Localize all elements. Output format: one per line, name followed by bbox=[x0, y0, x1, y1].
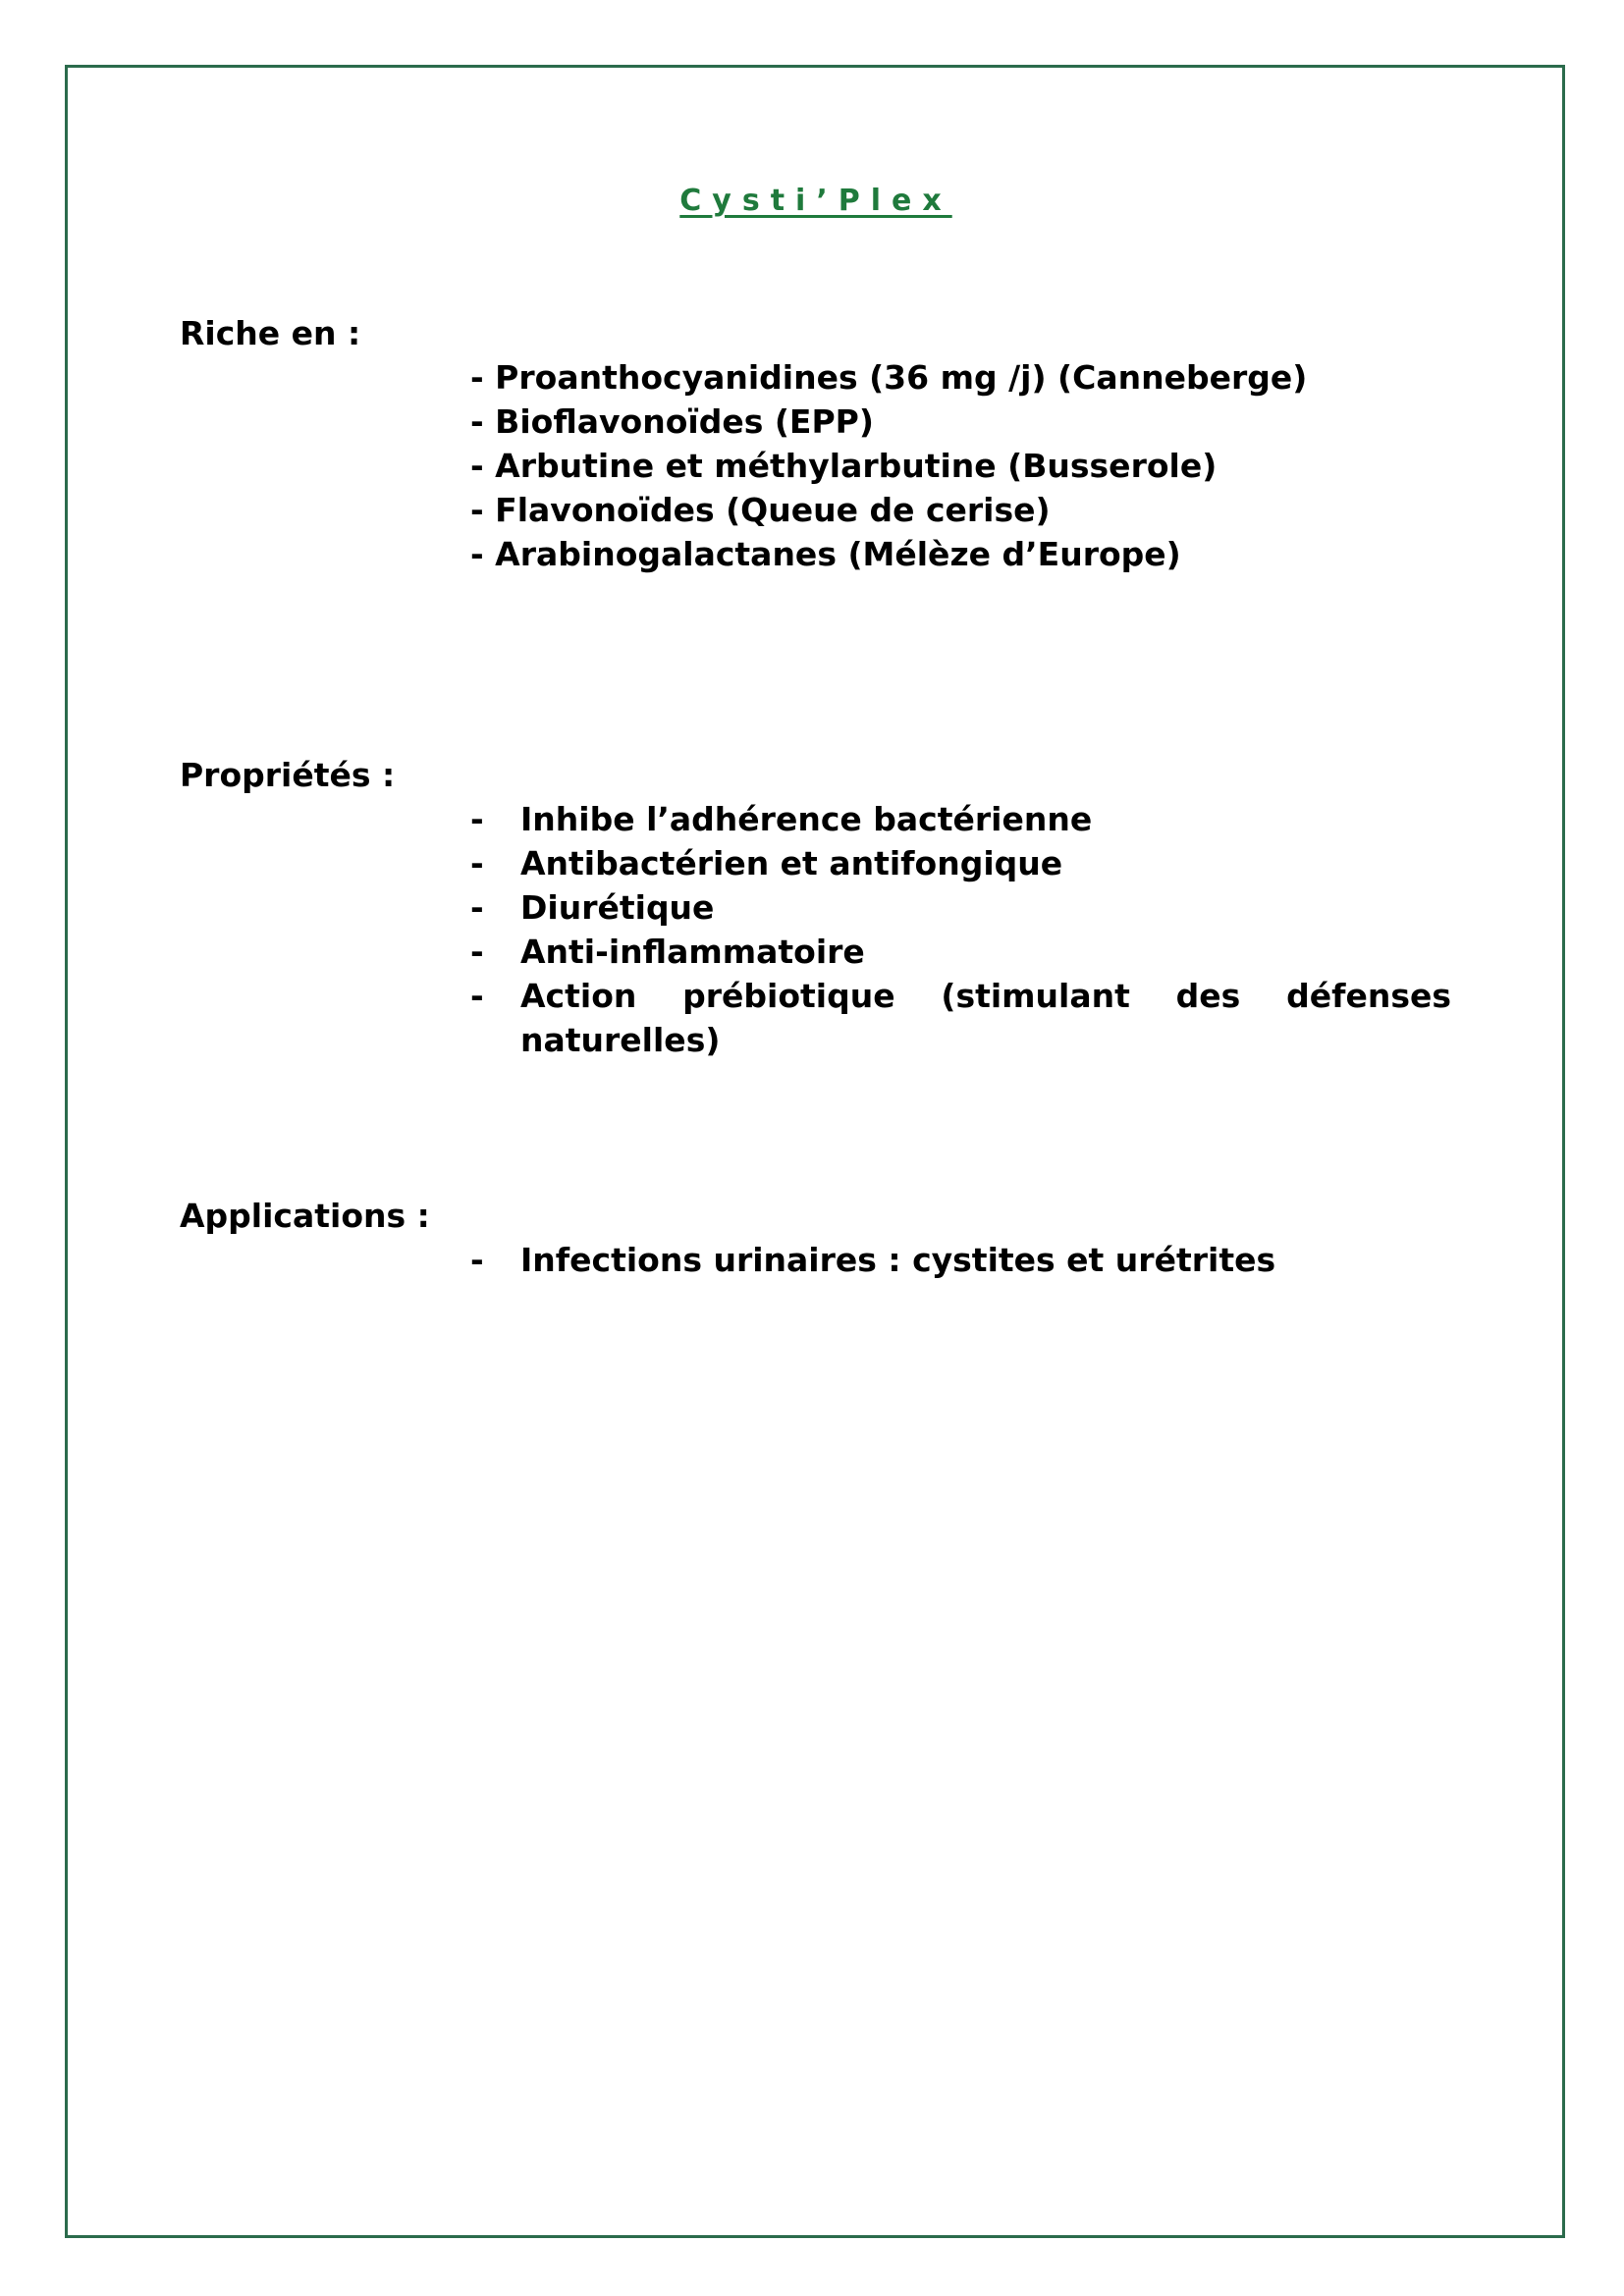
bullet-dash: - bbox=[470, 1241, 484, 1279]
list-item-text: Anti-inflammatoire bbox=[520, 933, 865, 971]
properties-list bbox=[470, 797, 1452, 1062]
document-title: Cysti’Plex bbox=[679, 184, 952, 218]
list-item bbox=[470, 1238, 1452, 1282]
list-item: - Flavonoïdes (Queue de cerise) bbox=[470, 491, 1051, 529]
list-item-text: Infections urinaires : cystites et urétrites bbox=[520, 1241, 1276, 1279]
list-item-text: Antibactérien et antifongique bbox=[520, 844, 1063, 882]
bullet-dash: - bbox=[470, 977, 484, 1015]
list-item-text: Diurétique bbox=[520, 888, 715, 927]
list-item-text: Inhibe l’adhérence bactérienne bbox=[520, 800, 1093, 838]
bullet-dash: - bbox=[470, 933, 484, 971]
section-applications bbox=[180, 1194, 1456, 1282]
list-item bbox=[470, 797, 1452, 841]
list-item: - Bioflavonoïdes (EPP) bbox=[470, 402, 874, 441]
list-item bbox=[470, 974, 1452, 1062]
section-riche-en bbox=[180, 311, 1456, 576]
bullet-dash: - bbox=[470, 888, 484, 927]
list-item bbox=[470, 841, 1452, 885]
section-heading: Riche en : bbox=[180, 314, 361, 352]
list-item: - Arbutine et méthylarbutine (Busserole) bbox=[470, 447, 1218, 485]
bullet-dash: - bbox=[470, 844, 484, 882]
section-heading: Propriétés : bbox=[180, 756, 396, 794]
applications-list bbox=[470, 1238, 1452, 1282]
bullet-dash: - bbox=[470, 800, 484, 838]
section-heading: Applications : bbox=[180, 1197, 430, 1235]
list-item bbox=[470, 885, 1452, 930]
list-item: - Arabinogalactanes (Mélèze d’Europe) bbox=[470, 535, 1181, 573]
ingredient-list bbox=[470, 355, 1456, 576]
section-proprietes bbox=[180, 753, 1456, 1062]
list-item-text: Action prébiotique (stimulant des défenses naturelles) bbox=[520, 977, 1451, 1059]
list-item: - Proanthocyanidines (36 mg /j) (Canneberge) bbox=[470, 358, 1308, 397]
list-item bbox=[470, 930, 1452, 974]
